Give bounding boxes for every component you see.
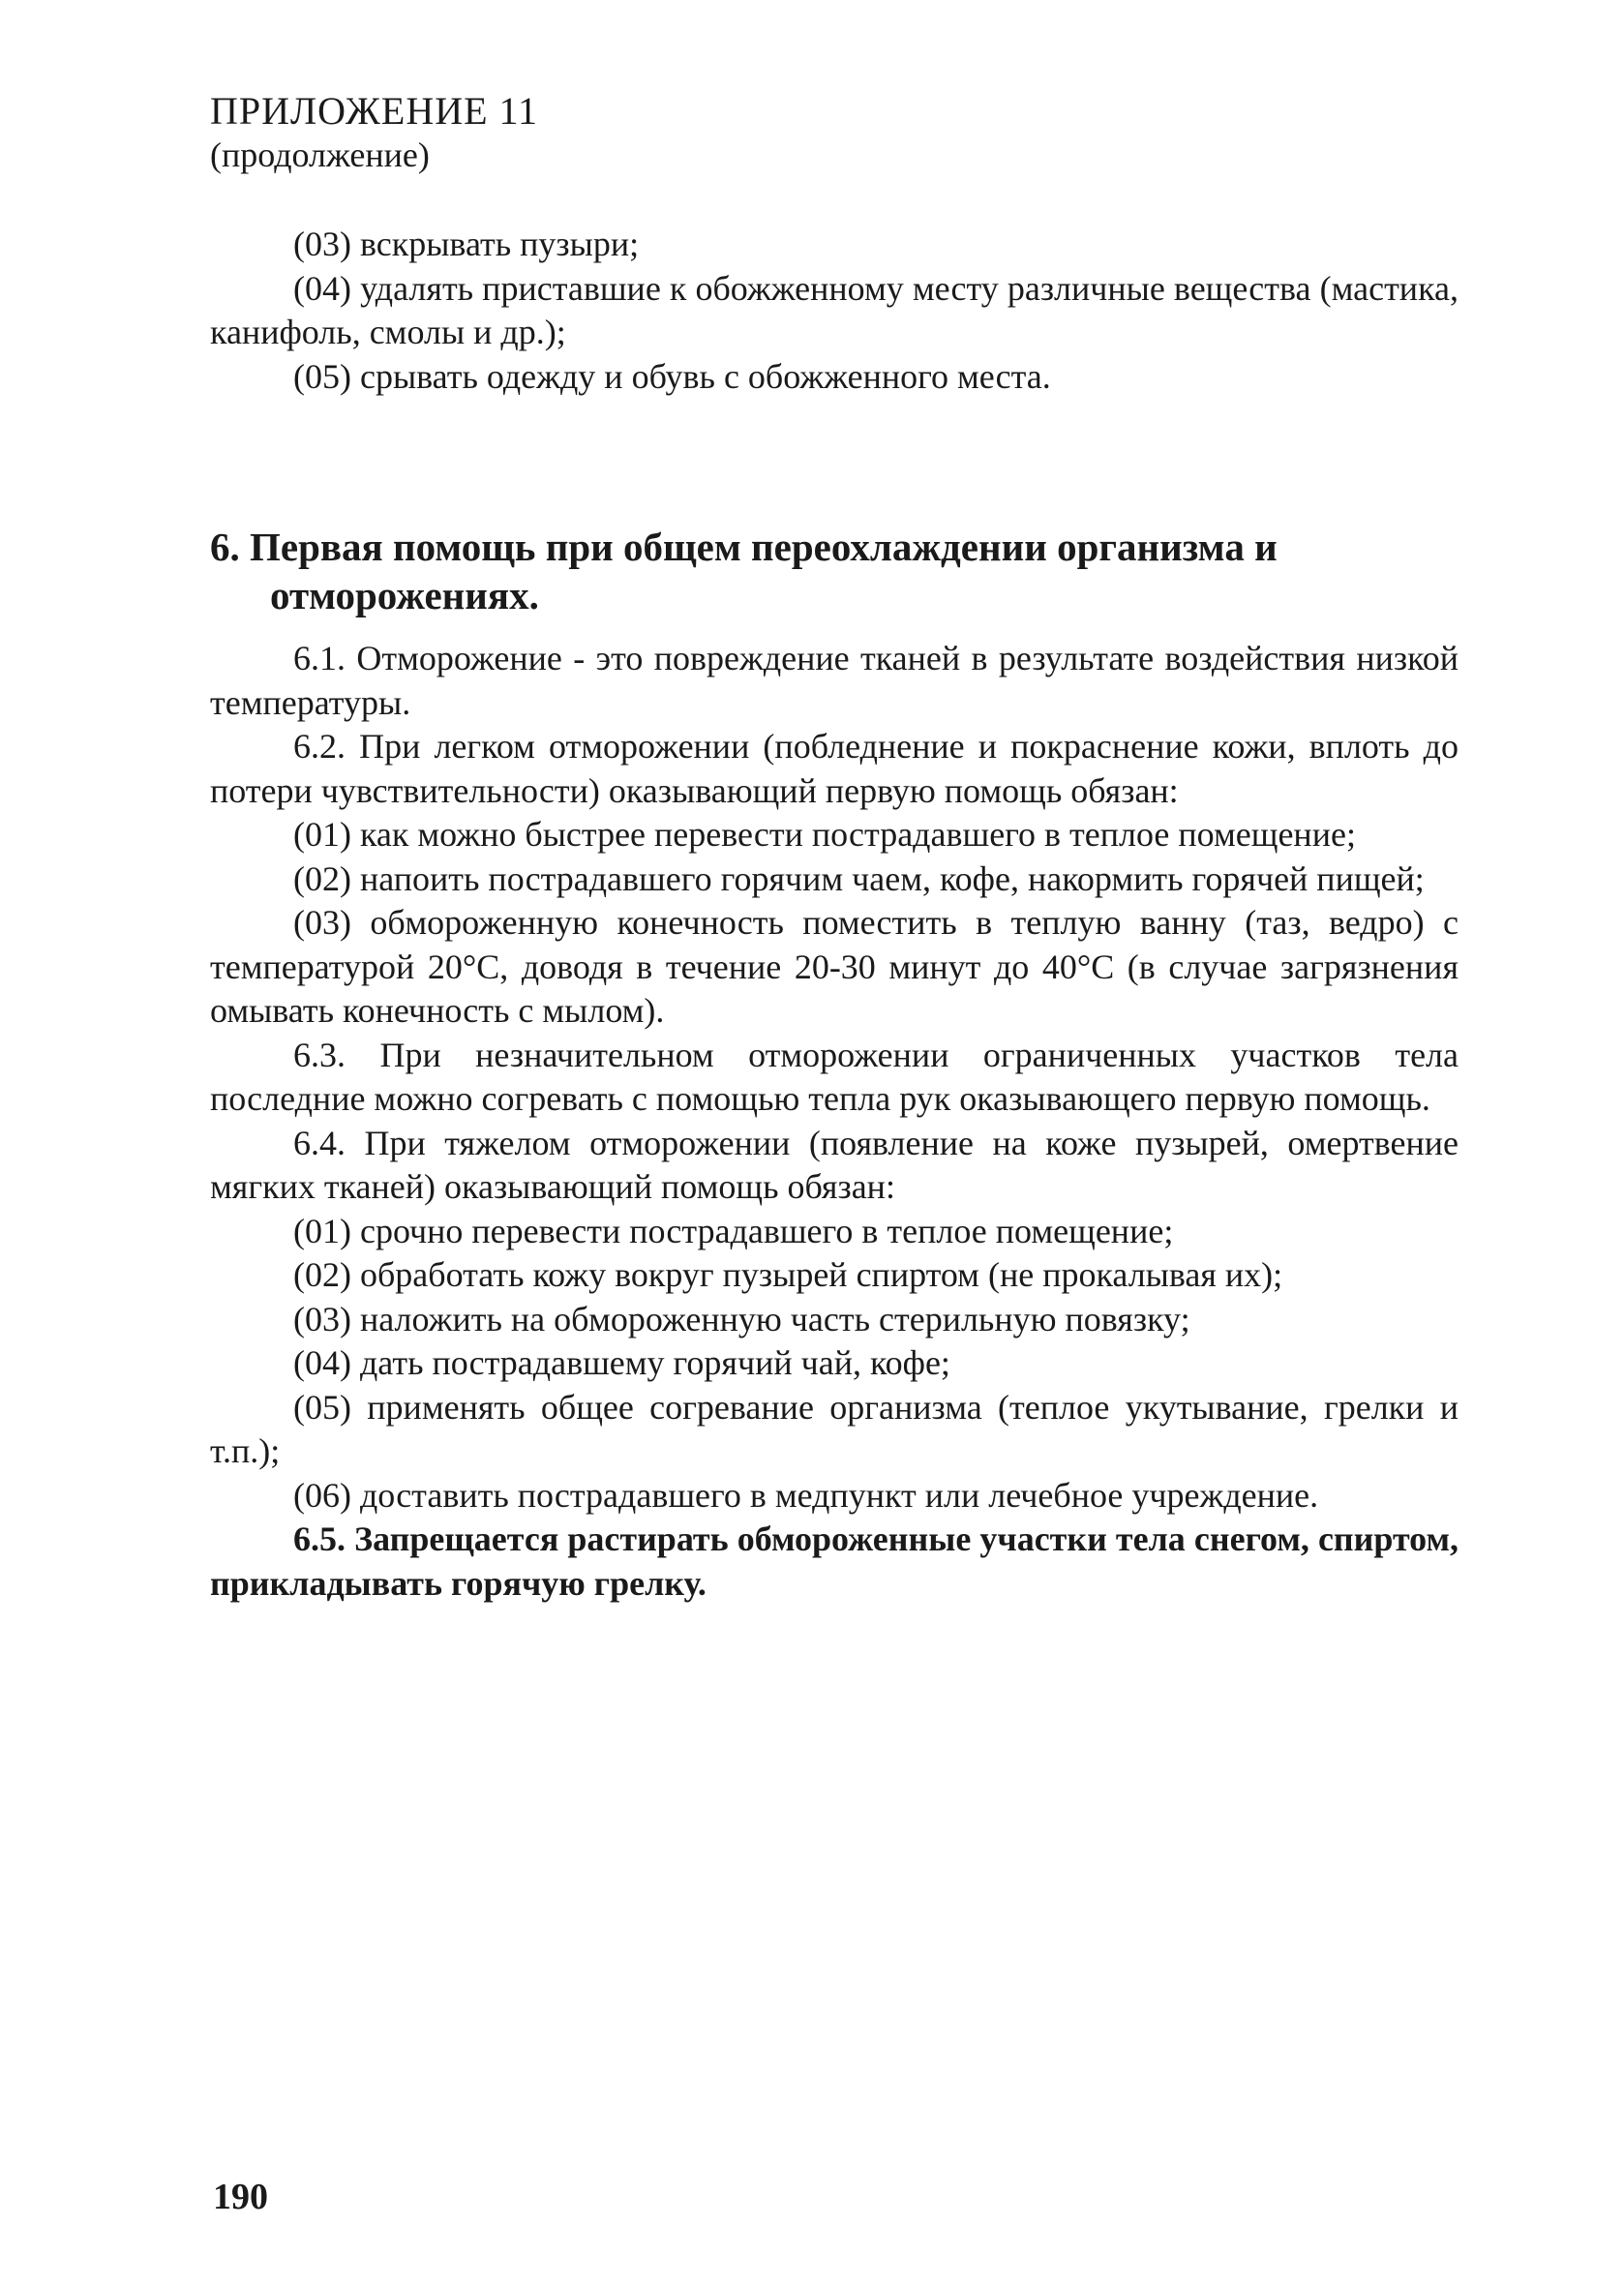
paragraph-6-2: 6.2. При легком отморожении (побледнение и покраснение кожи, вплоть до потери чувствительности) оказывающий первую помощь обязан: bbox=[210, 727, 1459, 810]
list-item: (04) удалять приставшие к обожженному месту различные вещества (мастика, канифоль, смолы и др.); bbox=[210, 268, 1459, 351]
appendix-subtitle: (продолжение) bbox=[210, 135, 430, 174]
list-item: (03) обмороженную конечность поместить в теплую ванну (таз, ведро) с температурой 20°С, доводя в течение 20-30 минут до 40°С (в случае загрязнения омывать конечность с мылом). bbox=[210, 903, 1459, 1030]
section-heading: 6. Первая помощь при общем переохлаждении организма и отморожениях. bbox=[210, 525, 1278, 617]
list-item: (02) напоить пострадавшего горячим чаем, кофе, накормить горячей пищей; bbox=[293, 858, 1425, 898]
paragraph-6-3: 6.3. При незначительном отморожении ограниченных участков тела последние можно согревать с помощью тепла рук оказывающего первую помощь. bbox=[210, 1035, 1459, 1118]
document-page bbox=[210, 89, 1459, 1606]
list-item: (02) обработать кожу вокруг пузырей спиртом (не прокалывая их); bbox=[293, 1255, 1283, 1294]
warning-paragraph-6-5: 6.5. Запрещается растирать обмороженные участки тела снегом, спиртом, прикладывать горячую грелку. bbox=[210, 1519, 1459, 1603]
appendix-title: ПРИЛОЖЕНИЕ 11 bbox=[210, 89, 539, 133]
list-item: (01) срочно перевести пострадавшего в теплое помещение; bbox=[293, 1211, 1174, 1250]
continued-list bbox=[210, 223, 1459, 399]
list-item: (06) доставить пострадавшего в медпункт или лечебное учреждение. bbox=[293, 1475, 1319, 1515]
list-item: (03) вскрывать пузыри; bbox=[293, 225, 640, 263]
list-item: (01) как можно быстрее перевести пострадавшего в теплое помещение; bbox=[293, 815, 1356, 854]
page-number: 190 bbox=[213, 2177, 268, 2217]
list-item: (04) дать пострадавшему горячий чай, кофе; bbox=[293, 1343, 950, 1382]
section-6 bbox=[210, 523, 1459, 1606]
paragraph-6-4: 6.4. При тяжелом отморожении (появление на коже пузырей, омертвение мягких тканей) оказывающий помощь обязан: bbox=[210, 1123, 1459, 1206]
list-item: (03) наложить на обмороженную часть стерильную повязку; bbox=[293, 1299, 1190, 1339]
list-item: (05) применять общее согревание организма (теплое укутывание, грелки и т.п.); bbox=[210, 1387, 1459, 1470]
paragraph-6-1: 6.1. Отморожение - это повреждение тканей в результате воздействия низкой температуры. bbox=[210, 639, 1459, 722]
list-item: (05) срывать одежду и обувь с обожженного места. bbox=[293, 356, 1051, 396]
